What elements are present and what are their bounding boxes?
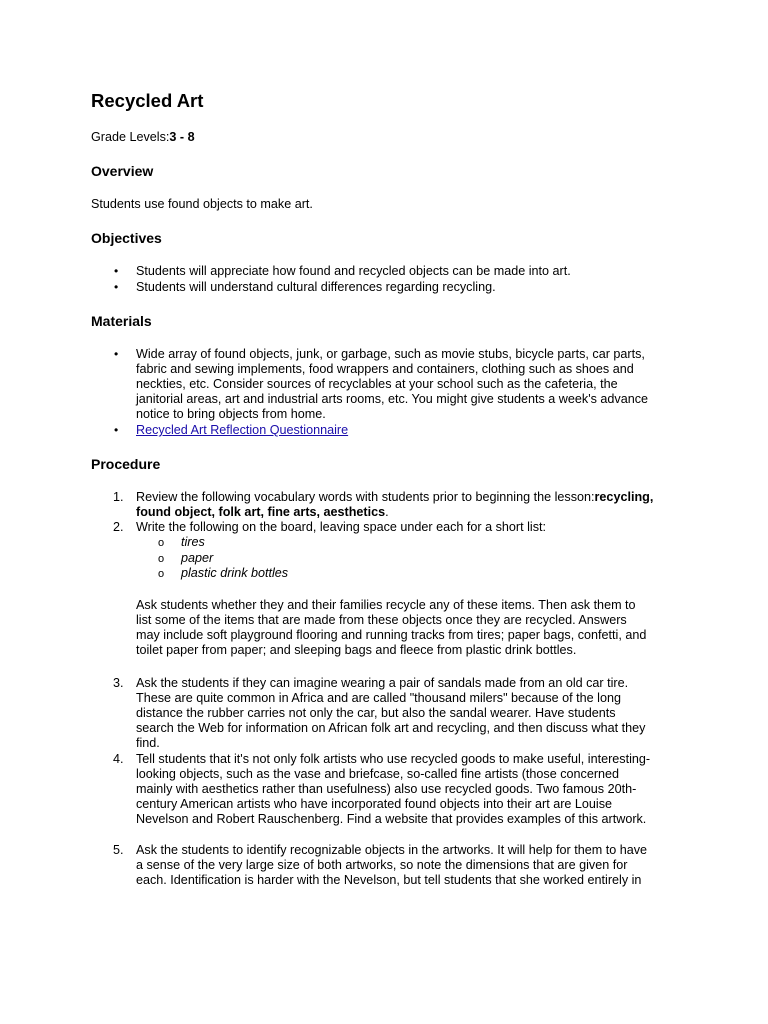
step-number: 4. [113, 752, 124, 766]
step-3-line: Ask the students if they can imagine wearing a pair of sandals made from an old car tire. [136, 676, 629, 690]
materials-item-line: notice to bring objects from home. [136, 407, 326, 421]
materials-item-line: neckties, etc. Consider sources of recyclables at your school such as the cafeteria, the [136, 377, 618, 391]
step-5-line: Ask the students to identify recognizable objects in the artworks. It will help for them to have [136, 843, 648, 857]
step-4-line: Tell students that it's not only folk artists who use recycled goods to make useful, interesting- [136, 752, 651, 766]
step-3-line: find. [136, 736, 160, 750]
step-number: 3. [113, 676, 124, 690]
step-number: 5. [113, 843, 124, 857]
materials-heading: Materials [91, 313, 152, 329]
vocab-term: recycling, [594, 490, 654, 504]
step-2-paragraph-line: toilet paper from paper; and sleeping bags and fleece from plastic drink bottles. [136, 643, 577, 657]
questionnaire-link[interactable]: Recycled Art Reflection Questionnaire [136, 423, 349, 437]
step-2-text: Write the following on the board, leaving space under each for a short list: [136, 520, 546, 534]
overview-heading: Overview [91, 163, 154, 179]
sublist-item: tires [181, 535, 205, 549]
bullet-marker: • [114, 347, 119, 361]
grade-levels [91, 130, 195, 145]
materials-item-line: fabric and sewing implements, food wrappers and containers, clothing such as shoes and [136, 362, 634, 376]
sublist-marker: o [158, 537, 165, 549]
step-3-line: These are quite common in Africa and are called "thousand milers" because of the long [136, 691, 621, 705]
step-1-text: Review the following vocabulary words with students prior to beginning the lesson: [136, 490, 595, 504]
objectives-heading: Objectives [91, 230, 162, 246]
step-2-paragraph-line: list some of the items that are made from these objects once they are recycled. Answers [136, 613, 627, 627]
step-4-line: century American artists who have incorporated found objects into their art are Louise [136, 797, 613, 811]
bullet-marker: • [114, 423, 119, 437]
step-number: 1. [113, 490, 124, 504]
sublist-item: plastic drink bottles [181, 566, 289, 580]
step-1-line [136, 505, 389, 520]
procedure-heading: Procedure [91, 456, 161, 472]
step-2-paragraph-line: Ask students whether they and their families recycle any of these items. Then ask them to [136, 598, 636, 612]
sublist-item: paper [181, 551, 214, 565]
step-3-line: distance the rubber carries not only the car, but also the sandal wearer. Have students [136, 706, 616, 720]
objective-item: Students will understand cultural differences regarding recycling. [136, 280, 496, 294]
step-2-paragraph-line: may include soft playground flooring and running tracks from tires; paper bags, confetti, and [136, 628, 647, 642]
sublist-marker: o [158, 553, 165, 565]
objective-item: Students will appreciate how found and recycled objects can be made into art. [136, 264, 571, 278]
step-4-line: mainly with aesthetics rather than usefulness) also use recycled goods. Two famous 20th- [136, 782, 637, 796]
sublist-marker: o [158, 568, 165, 580]
bullet-marker: • [114, 280, 119, 294]
step-1-line [136, 490, 653, 505]
step-3-line: search the Web for information on African folk art and recycling, and then discuss what they [136, 721, 646, 735]
vocab-terms: found object, folk art, fine arts, aesthetics [136, 505, 386, 519]
overview-text: Students use found objects to make art. [91, 197, 313, 211]
grade-levels-label: Grade Levels: [91, 130, 170, 144]
step-5-line: each. Identification is harder with the Nevelson, but tell students that she worked entirely in [136, 873, 642, 887]
materials-item-line: janitorial areas, art and industrial arts rooms, etc. You might give students a week's advance [136, 392, 649, 406]
step-5-line: a sense of the very large size of both artworks, so note the dimensions that are given for [136, 858, 628, 872]
grade-levels-value: 3 - 8 [169, 130, 195, 144]
step-number: 2. [113, 520, 124, 534]
bullet-marker: • [114, 264, 119, 278]
step-4-line: Nevelson and Robert Rauschenberg. Find a website that provides examples of this artwork. [136, 812, 647, 826]
materials-item-line: Wide array of found objects, junk, or garbage, such as movie stubs, bicycle parts, car parts, [136, 347, 645, 361]
step-4-line: looking objects, such as the vase and briefcase, so-called fine artists (those concerned [136, 767, 620, 781]
page-title: Recycled Art [91, 90, 204, 111]
step-1-end: . [385, 505, 389, 519]
